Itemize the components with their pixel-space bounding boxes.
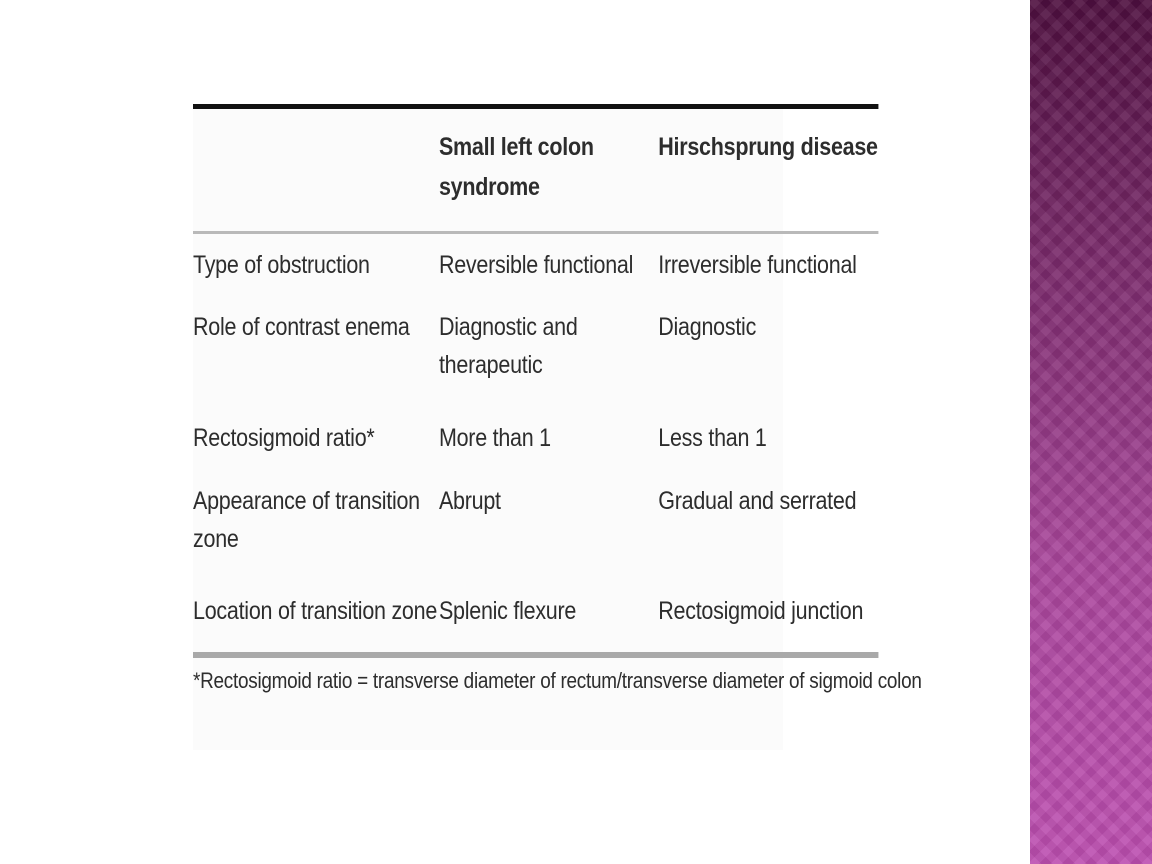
comparison-table (193, 104, 922, 696)
table-row (193, 246, 878, 308)
table-row (193, 482, 878, 592)
table-cell: Irreversible functional (658, 251, 857, 279)
table-bottom-rule (193, 652, 878, 658)
row-label: Appearance of transition zone (193, 487, 420, 553)
decorative-side-bar (1030, 0, 1152, 864)
table-cell: Diagnostic (658, 313, 757, 341)
comparison-table-image (193, 104, 922, 750)
table-row (193, 308, 878, 419)
table-header-row (193, 109, 878, 225)
row-label: Type of obstruction (193, 251, 370, 279)
table-row (193, 419, 878, 482)
row-label: Rectosigmoid ratio* (193, 424, 375, 452)
table-cell: Rectosigmoid junction (658, 597, 864, 625)
table-cell: Less than 1 (658, 424, 767, 452)
table-row (193, 592, 878, 642)
row-label: Location of transition zone (193, 597, 438, 625)
table-cell: Abrupt (438, 487, 501, 515)
table-cell: Gradual and serrated (658, 487, 857, 515)
table-cell: More than 1 (438, 424, 551, 452)
table-footnote: *Rectosigmoid ratio = transverse diameter of rectum/transverse diameter of sigmoid colon (193, 668, 922, 693)
header-cell-small-left-colon: Small left colon syndrome (438, 133, 594, 201)
table-cell: Diagnostic and therapeutic (438, 313, 578, 379)
table-cell: Splenic flexure (438, 597, 577, 625)
table-header-rule (193, 231, 878, 234)
table-cell: Reversible functional (438, 251, 634, 279)
header-cell-empty (193, 127, 439, 225)
row-label: Role of contrast enema (193, 313, 410, 341)
header-cell-hirschsprung: Hirschsprung disease (658, 133, 878, 161)
